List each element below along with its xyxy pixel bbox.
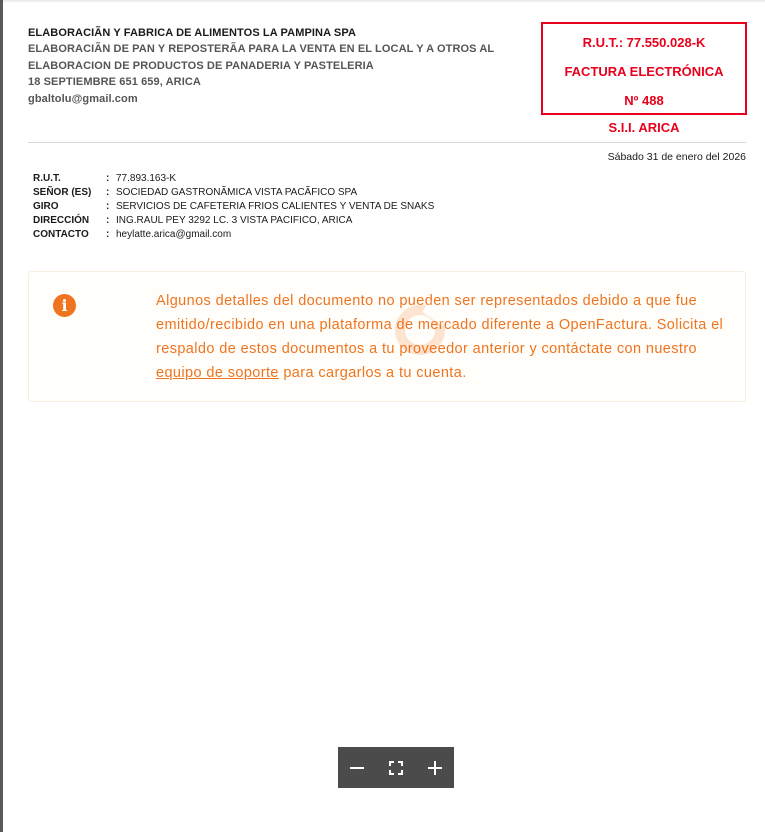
document-date: Sábado 31 de enero del 2026 (607, 151, 746, 163)
issuer-rut: R.U.T.: 77.550.028-K (582, 35, 706, 50)
info-icon: i (53, 294, 76, 317)
issuer-email: gbaltolu@gmail.com (28, 92, 138, 105)
separator: : (106, 215, 110, 226)
issuer-address: 18 SEPTIEMBRE 651 659, ARICA (28, 76, 201, 88)
notice-text-after: para cargarlos a tu cuenta. (278, 365, 467, 381)
receiver-row-address (33, 214, 443, 227)
receiver-label: SEÑOR (ES) (33, 187, 92, 198)
issuer-activity-2: ELABORACION DE PRODUCTOS DE PANADERIA Y PASTELERIA (28, 59, 374, 72)
receiver-row-name (33, 186, 443, 199)
receiver-value: SOCIEDAD GASTRONÃMICA VISTA PACÃFICO SPA (116, 187, 358, 198)
zoom-toolbar (338, 747, 454, 788)
separator: : (106, 173, 110, 184)
separator: : (106, 229, 110, 240)
receiver-details (33, 172, 443, 242)
fullscreen-icon (387, 759, 405, 777)
receiver-label: R.U.T. (33, 173, 61, 184)
zoom-in-icon (426, 759, 444, 777)
notice-message (156, 289, 731, 385)
notice-text-before: Algunos detalles del documento no pueden ser representados debido a que fue emitido/recibido en una plataforma de mercado diferente a OpenFactura. Solicita el respaldo de estos documentos a tu proveedor anterior y contáctate con nuestro (156, 293, 724, 357)
receiver-label: GIRO (33, 201, 59, 212)
receiver-value: 77.893.163-K (116, 173, 177, 184)
receiver-row-rut (33, 172, 443, 185)
receiver-value: SERVICIOS DE CAFETERIA FRIOS CALIENTES Y VENTA DE SNAKS (116, 201, 435, 212)
document-number: Nº 488 (624, 93, 664, 108)
issuer-name: ELABORACIÃN Y FABRICA DE ALIMENTOS LA PAMPINA SPA (28, 27, 356, 39)
document-type: FACTURA ELECTRÓNICA (564, 64, 724, 79)
support-team-link[interactable]: equipo de soporte (156, 365, 279, 381)
zoom-out-button[interactable] (342, 753, 372, 783)
receiver-label: DIRECCIÓN (33, 215, 90, 226)
receiver-value: heylatte.arica@gmail.com (116, 229, 232, 240)
receiver-value: ING.RAUL PEY 3292 LC. 3 VISTA PACIFICO, ARICA (116, 215, 353, 226)
viewer-left-edge (0, 0, 3, 832)
separator: : (106, 187, 110, 198)
sii-office: S.I.I. ARICA (608, 120, 680, 135)
document-id-box (541, 22, 747, 115)
unsupported-document-notice (28, 271, 746, 402)
receiver-row-giro (33, 200, 443, 213)
receiver-label: CONTACTO (33, 229, 89, 240)
receiver-row-contact (33, 228, 443, 241)
issuer-header (28, 25, 528, 107)
issuer-activity-1: ELABORACIÃN DE PAN Y REPOSTERÃA PARA LA VENTA EN EL LOCAL Y A OTROS AL (28, 43, 495, 55)
fullscreen-button[interactable] (381, 753, 411, 783)
header-divider (28, 142, 746, 143)
viewer-top-shadow (3, 0, 765, 3)
zoom-in-button[interactable] (420, 753, 450, 783)
separator: : (106, 201, 110, 212)
zoom-out-icon (348, 759, 366, 777)
